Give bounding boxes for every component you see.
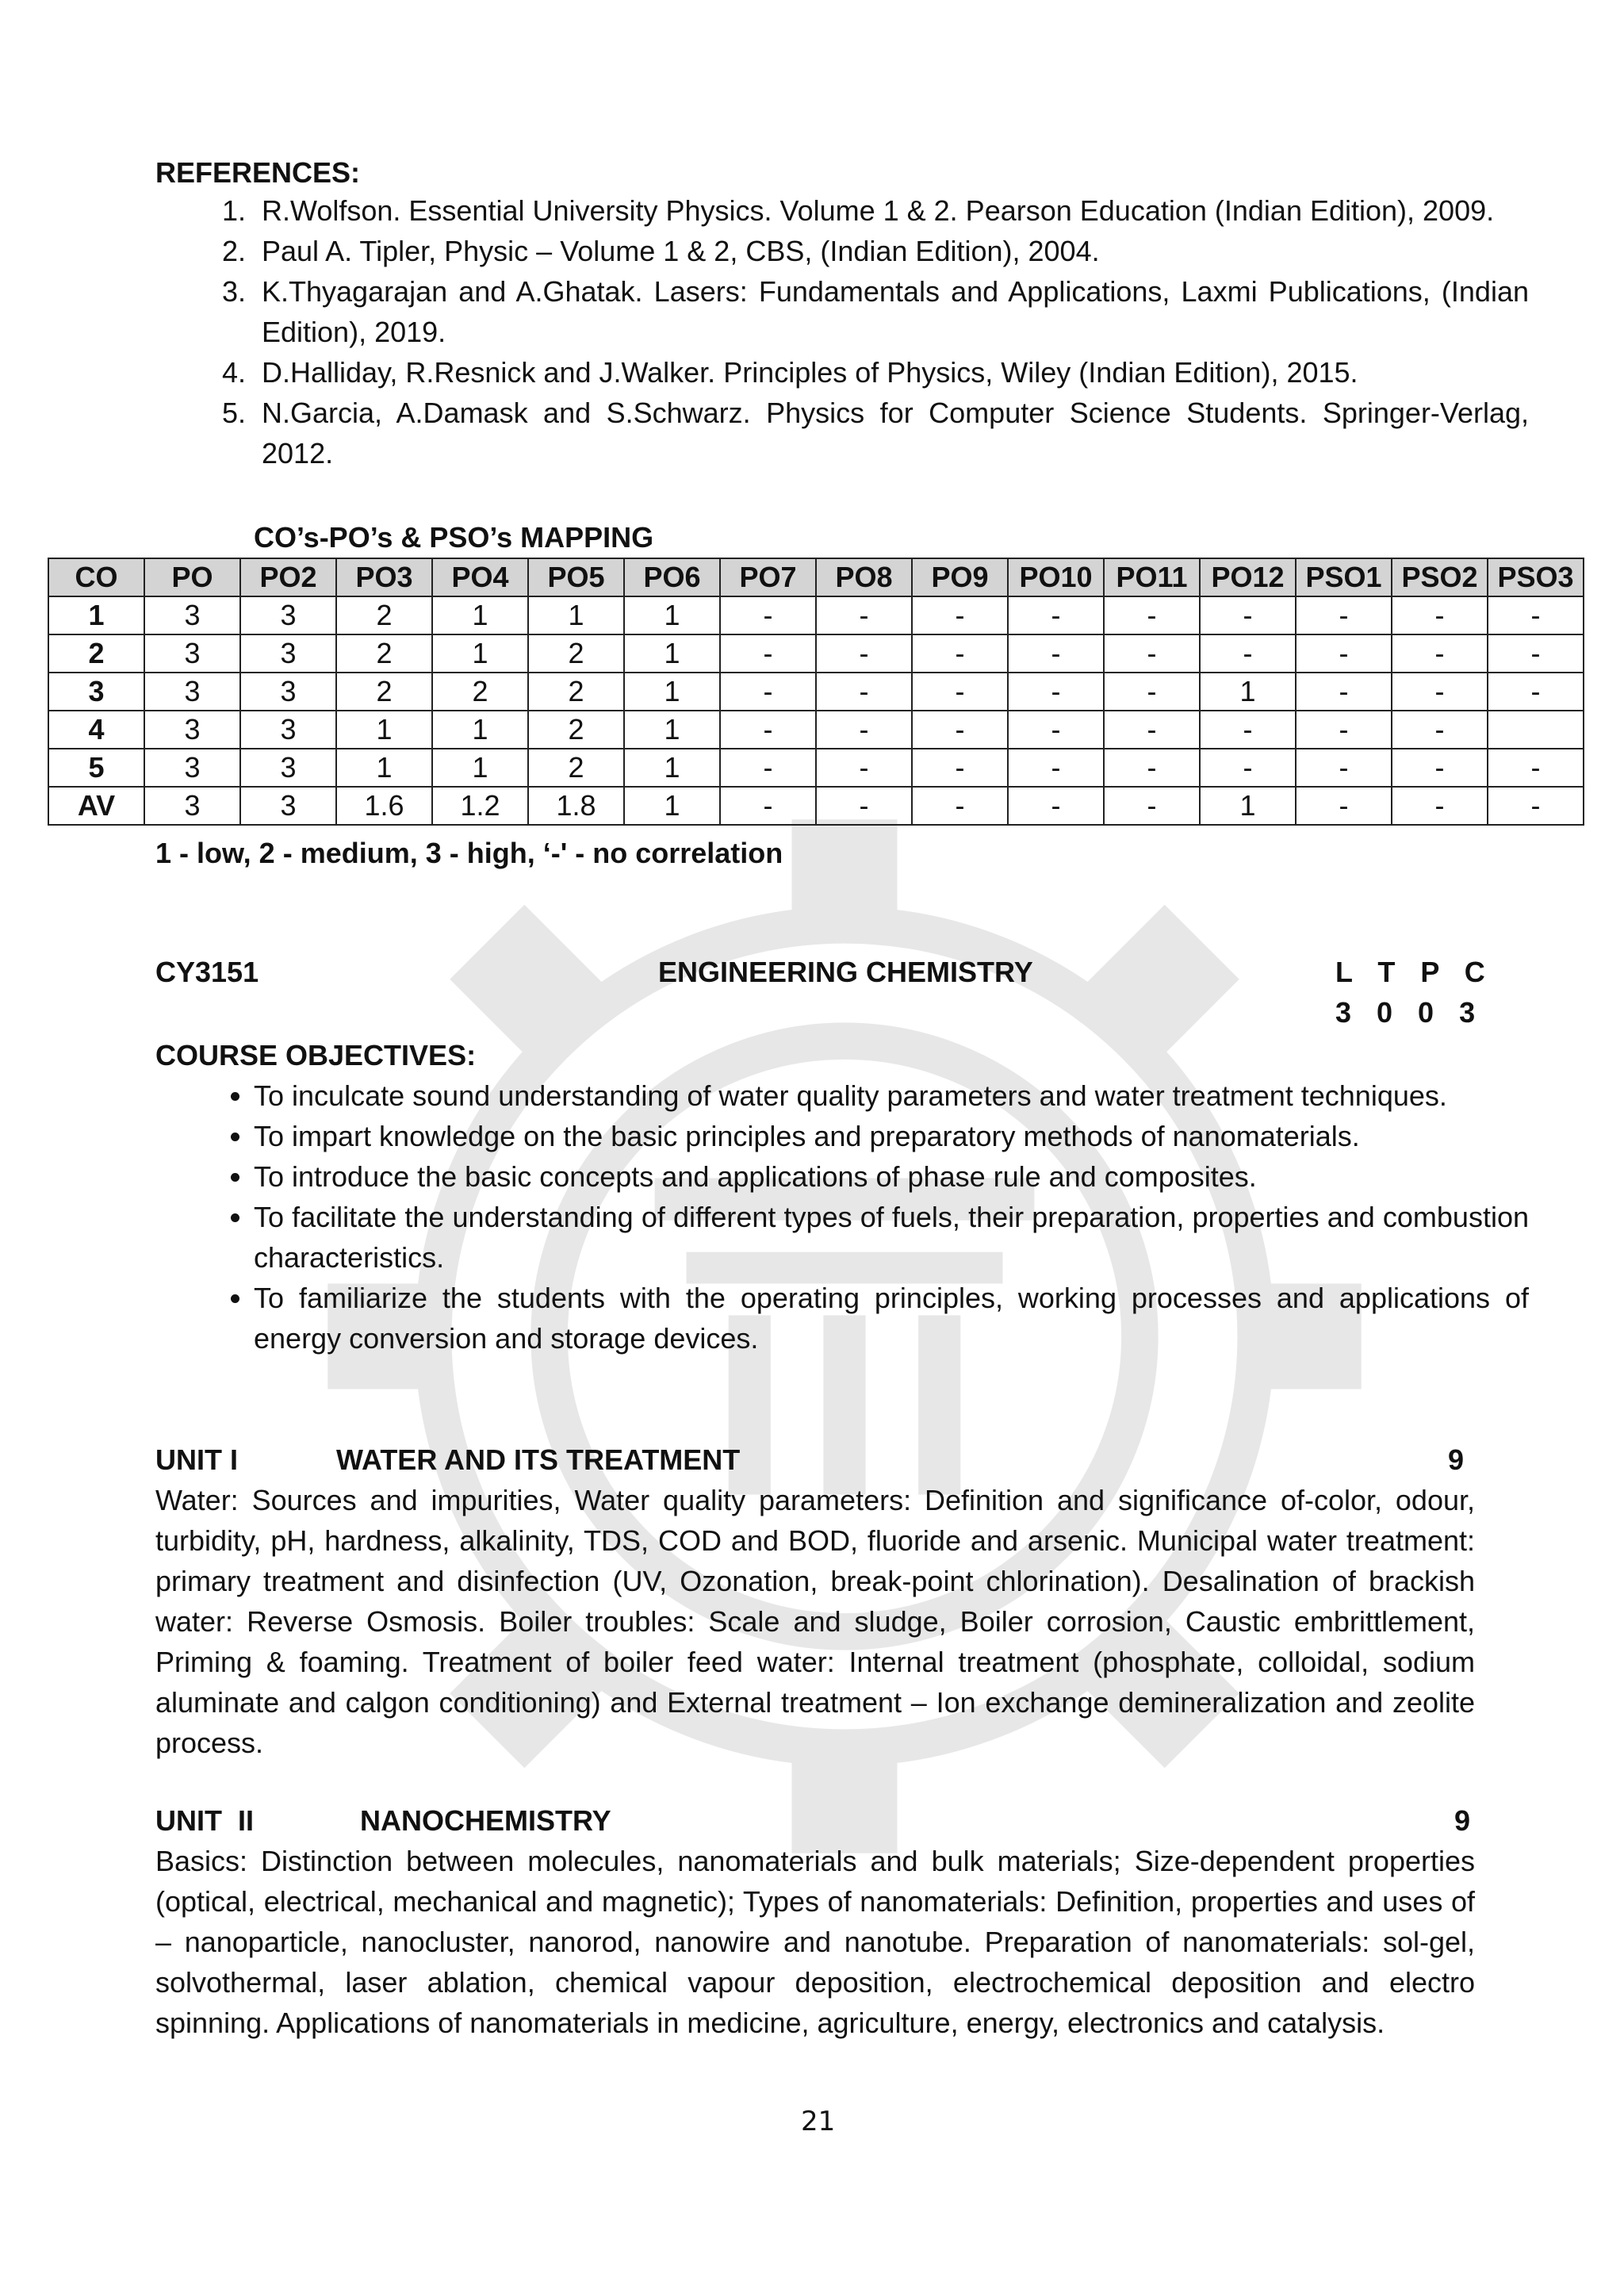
- table-cell: 1: [336, 749, 432, 787]
- table-cell: 1: [336, 711, 432, 749]
- list-item: • To introduce the basic concepts and applications of phase rule and composites.: [254, 1156, 1529, 1197]
- unit-2-title: NANOCHEMISTRY: [360, 1804, 611, 1837]
- table-cell: -: [1296, 749, 1392, 787]
- table-cell: 3: [144, 596, 240, 634]
- row-label-cell: 5: [48, 749, 144, 787]
- table-cell: 3: [240, 749, 336, 787]
- table-row: [48, 749, 1584, 787]
- table-cell: 1: [432, 634, 528, 673]
- table-cell: 2: [528, 673, 624, 711]
- table-cell: 1: [624, 596, 720, 634]
- table-cell: [1488, 711, 1584, 749]
- mapping-legend: 1 - low, 2 - medium, 3 - high, ‘-' - no correlation: [155, 837, 783, 869]
- list-item: 5. N.Garcia, A.Damask and S.Schwarz. Physics for Computer Science Students. Springer-Verlag, 2012.: [254, 393, 1529, 473]
- table-cell: 3: [240, 634, 336, 673]
- unit-2-label: UNIT II: [155, 1804, 254, 1837]
- header-cell: PO7: [720, 558, 816, 596]
- table-row: [48, 787, 1584, 825]
- table-cell: -: [1008, 711, 1104, 749]
- table-cell: -: [816, 673, 912, 711]
- table-body: [48, 596, 1584, 825]
- table-cell: 3: [144, 673, 240, 711]
- table-cell: -: [1008, 673, 1104, 711]
- table-cell: 2: [336, 634, 432, 673]
- table-cell: -: [1008, 596, 1104, 634]
- table-cell: 2: [432, 673, 528, 711]
- list-item: 2. Paul A. Tipler, Physic – Volume 1 & 2, CBS, (Indian Edition), 2004.: [254, 231, 1529, 271]
- table-cell: 3: [144, 749, 240, 787]
- header-cell: CO: [48, 558, 144, 596]
- table-cell: -: [1296, 596, 1392, 634]
- table-cell: 1: [432, 596, 528, 634]
- table-cell: -: [1104, 711, 1200, 749]
- list-item: 1. R.Wolfson. Essential University Physics. Volume 1 & 2. Pearson Education (Indian Edition), 2009.: [254, 190, 1529, 231]
- table-cell: -: [1104, 596, 1200, 634]
- table-cell: 3: [240, 673, 336, 711]
- table-cell: 3: [144, 711, 240, 749]
- table-cell: -: [1200, 596, 1296, 634]
- references-list: [200, 190, 1529, 473]
- header-cell: PO5: [528, 558, 624, 596]
- header-cell: PO10: [1008, 558, 1104, 596]
- references-heading: REFERENCES:: [155, 156, 361, 189]
- header-cell: PO3: [336, 558, 432, 596]
- table-cell: -: [1392, 787, 1488, 825]
- table-cell: 2: [528, 749, 624, 787]
- table-cell: 1: [528, 596, 624, 634]
- table-cell: 1: [432, 749, 528, 787]
- table-cell: 3: [240, 711, 336, 749]
- header-cell: PO2: [240, 558, 336, 596]
- table-cell: -: [1104, 787, 1200, 825]
- table-cell: -: [1392, 711, 1488, 749]
- table-cell: 1: [432, 711, 528, 749]
- header-cell: PSO2: [1392, 558, 1488, 596]
- row-label-cell: 3: [48, 673, 144, 711]
- table-cell: 1: [624, 673, 720, 711]
- table-cell: 1.2: [432, 787, 528, 825]
- table-cell: -: [720, 673, 816, 711]
- header-cell: PO8: [816, 558, 912, 596]
- ltpc-labels: L T P C: [1335, 956, 1490, 988]
- header-cell: PSO1: [1296, 558, 1392, 596]
- course-code: CY3151: [155, 956, 259, 988]
- table-cell: -: [1488, 673, 1584, 711]
- table-cell: -: [720, 596, 816, 634]
- table-cell: 3: [144, 634, 240, 673]
- table-cell: -: [1488, 787, 1584, 825]
- header-cell: PO: [144, 558, 240, 596]
- course-title: ENGINEERING CHEMISTRY: [658, 956, 1033, 988]
- header-cell: PO4: [432, 558, 528, 596]
- unit-2-hours: 9: [1454, 1804, 1471, 1837]
- table-cell: -: [720, 711, 816, 749]
- table-cell: -: [1296, 711, 1392, 749]
- header-cell: PO9: [912, 558, 1008, 596]
- table-cell: -: [1104, 673, 1200, 711]
- table-cell: -: [912, 787, 1008, 825]
- table-cell: -: [816, 749, 912, 787]
- table-cell: -: [720, 634, 816, 673]
- table-row: [48, 596, 1584, 634]
- objectives-list: [200, 1075, 1529, 1359]
- co-po-mapping-table: [48, 558, 1584, 826]
- list-item: • To inculcate sound understanding of water quality parameters and water treatment techniques.: [254, 1075, 1529, 1116]
- table-cell: -: [912, 711, 1008, 749]
- table-row: [48, 711, 1584, 749]
- table-cell: 1: [624, 711, 720, 749]
- table-cell: -: [912, 634, 1008, 673]
- unit-1-label: UNIT I: [155, 1443, 238, 1476]
- list-item: • To facilitate the understanding of different types of fuels, their preparation, properties and combustion characteristics.: [254, 1197, 1529, 1278]
- table-cell: -: [1104, 634, 1200, 673]
- row-label-cell: 2: [48, 634, 144, 673]
- list-item: • To impart knowledge on the basic principles and preparatory methods of nanomaterials.: [254, 1116, 1529, 1156]
- header-cell: PO6: [624, 558, 720, 596]
- table-header-row: [48, 558, 1584, 596]
- table-cell: -: [1392, 749, 1488, 787]
- table-cell: -: [1200, 634, 1296, 673]
- list-item: 3. K.Thyagarajan and A.Ghatak. Lasers: Fundamentals and Applications, Laxmi Publications, (Indian Edition), 2019.: [254, 271, 1529, 352]
- page-number: 21: [801, 2106, 836, 2137]
- table-row: [48, 634, 1584, 673]
- table-cell: -: [816, 711, 912, 749]
- table-cell: -: [720, 787, 816, 825]
- table-cell: -: [1104, 749, 1200, 787]
- header-cell: PSO3: [1488, 558, 1584, 596]
- table-cell: -: [816, 787, 912, 825]
- ltpc-values: 3 0 0 3: [1335, 996, 1480, 1029]
- table-cell: -: [1200, 749, 1296, 787]
- row-label-cell: 4: [48, 711, 144, 749]
- table-cell: -: [1488, 634, 1584, 673]
- table-cell: 2: [336, 673, 432, 711]
- table-cell: 1: [624, 749, 720, 787]
- table-cell: -: [912, 596, 1008, 634]
- row-label-cell: 1: [48, 596, 144, 634]
- unit-1-hours: 9: [1448, 1443, 1465, 1476]
- table-cell: 2: [528, 634, 624, 673]
- table-cell: 3: [144, 787, 240, 825]
- mapping-title: CO’s-PO’s & PSO’s MAPPING: [254, 521, 654, 554]
- table-cell: -: [816, 634, 912, 673]
- unit-1-title: WATER AND ITS TREATMENT: [336, 1443, 741, 1476]
- header-cell: PO11: [1104, 558, 1200, 596]
- table-cell: 1: [624, 787, 720, 825]
- table-cell: 2: [336, 596, 432, 634]
- table-cell: -: [1488, 749, 1584, 787]
- table-cell: -: [1008, 634, 1104, 673]
- table-cell: -: [1200, 711, 1296, 749]
- table-cell: 1: [1200, 787, 1296, 825]
- unit-1-text: Water: Sources and impurities, Water quality parameters: Definition and significance of-color, odour, turbidity, pH, hardness, alkalinity, TDS, COD and BOD, fluoride and arsenic. Municipal water treatment: primary treatment and disinfection (UV, Ozonation, break-point chlorination). Desalination of brackish water: Reverse Osmosis. Boiler troubles: Scale and sludge, Boiler corrosion, Caustic embrittlement, Priming & foaming. Treatment of boiler feed water: Internal treatment (phosphate, colloidal, sodium aluminate and calgon conditioning) and External treatment – Ion exchange demineralization and zeolite process.: [155, 1484, 1475, 1759]
- table-cell: 1: [624, 634, 720, 673]
- table-cell: 3: [240, 596, 336, 634]
- table-cell: 1: [1200, 673, 1296, 711]
- row-label-cell: AV: [48, 787, 144, 825]
- table-cell: -: [1392, 634, 1488, 673]
- table-cell: -: [1488, 596, 1584, 634]
- table-row: [48, 673, 1584, 711]
- table-cell: -: [1008, 749, 1104, 787]
- table-cell: -: [912, 749, 1008, 787]
- header-cell: PO12: [1200, 558, 1296, 596]
- table-cell: -: [1392, 596, 1488, 634]
- table-cell: -: [912, 673, 1008, 711]
- table-cell: -: [1008, 787, 1104, 825]
- table-cell: -: [1392, 673, 1488, 711]
- table-cell: -: [816, 596, 912, 634]
- table-cell: -: [1296, 673, 1392, 711]
- table-cell: -: [1296, 634, 1392, 673]
- list-item: 4. D.Halliday, R.Resnick and J.Walker. Principles of Physics, Wiley (Indian Edition), 2015.: [254, 352, 1529, 393]
- table-cell: -: [720, 749, 816, 787]
- table-cell: 2: [528, 711, 624, 749]
- objectives-heading: COURSE OBJECTIVES:: [155, 1039, 477, 1071]
- unit-2-text: Basics: Distinction between molecules, nanomaterials and bulk materials; Size-dependent properties (optical, electrical, mechanical and magnetic); Types of nanomaterials: Definition, properties and uses of – nanoparticle, nanocluster, nanorod, nanowire and nanotube. Preparation of nanomaterials: sol-gel, solvothermal, laser ablation, chemical vapour deposition, electrochemical deposition and electro spinning. Applications of nanomaterials in medicine, agriculture, energy, electronics and catalysis.: [155, 1845, 1475, 2039]
- list-item: • To familiarize the students with the operating principles, working processes and applications of energy conversion and storage devices.: [254, 1278, 1529, 1359]
- table-cell: 1.6: [336, 787, 432, 825]
- table-cell: -: [1296, 787, 1392, 825]
- table-cell: 3: [240, 787, 336, 825]
- table-cell: 1.8: [528, 787, 624, 825]
